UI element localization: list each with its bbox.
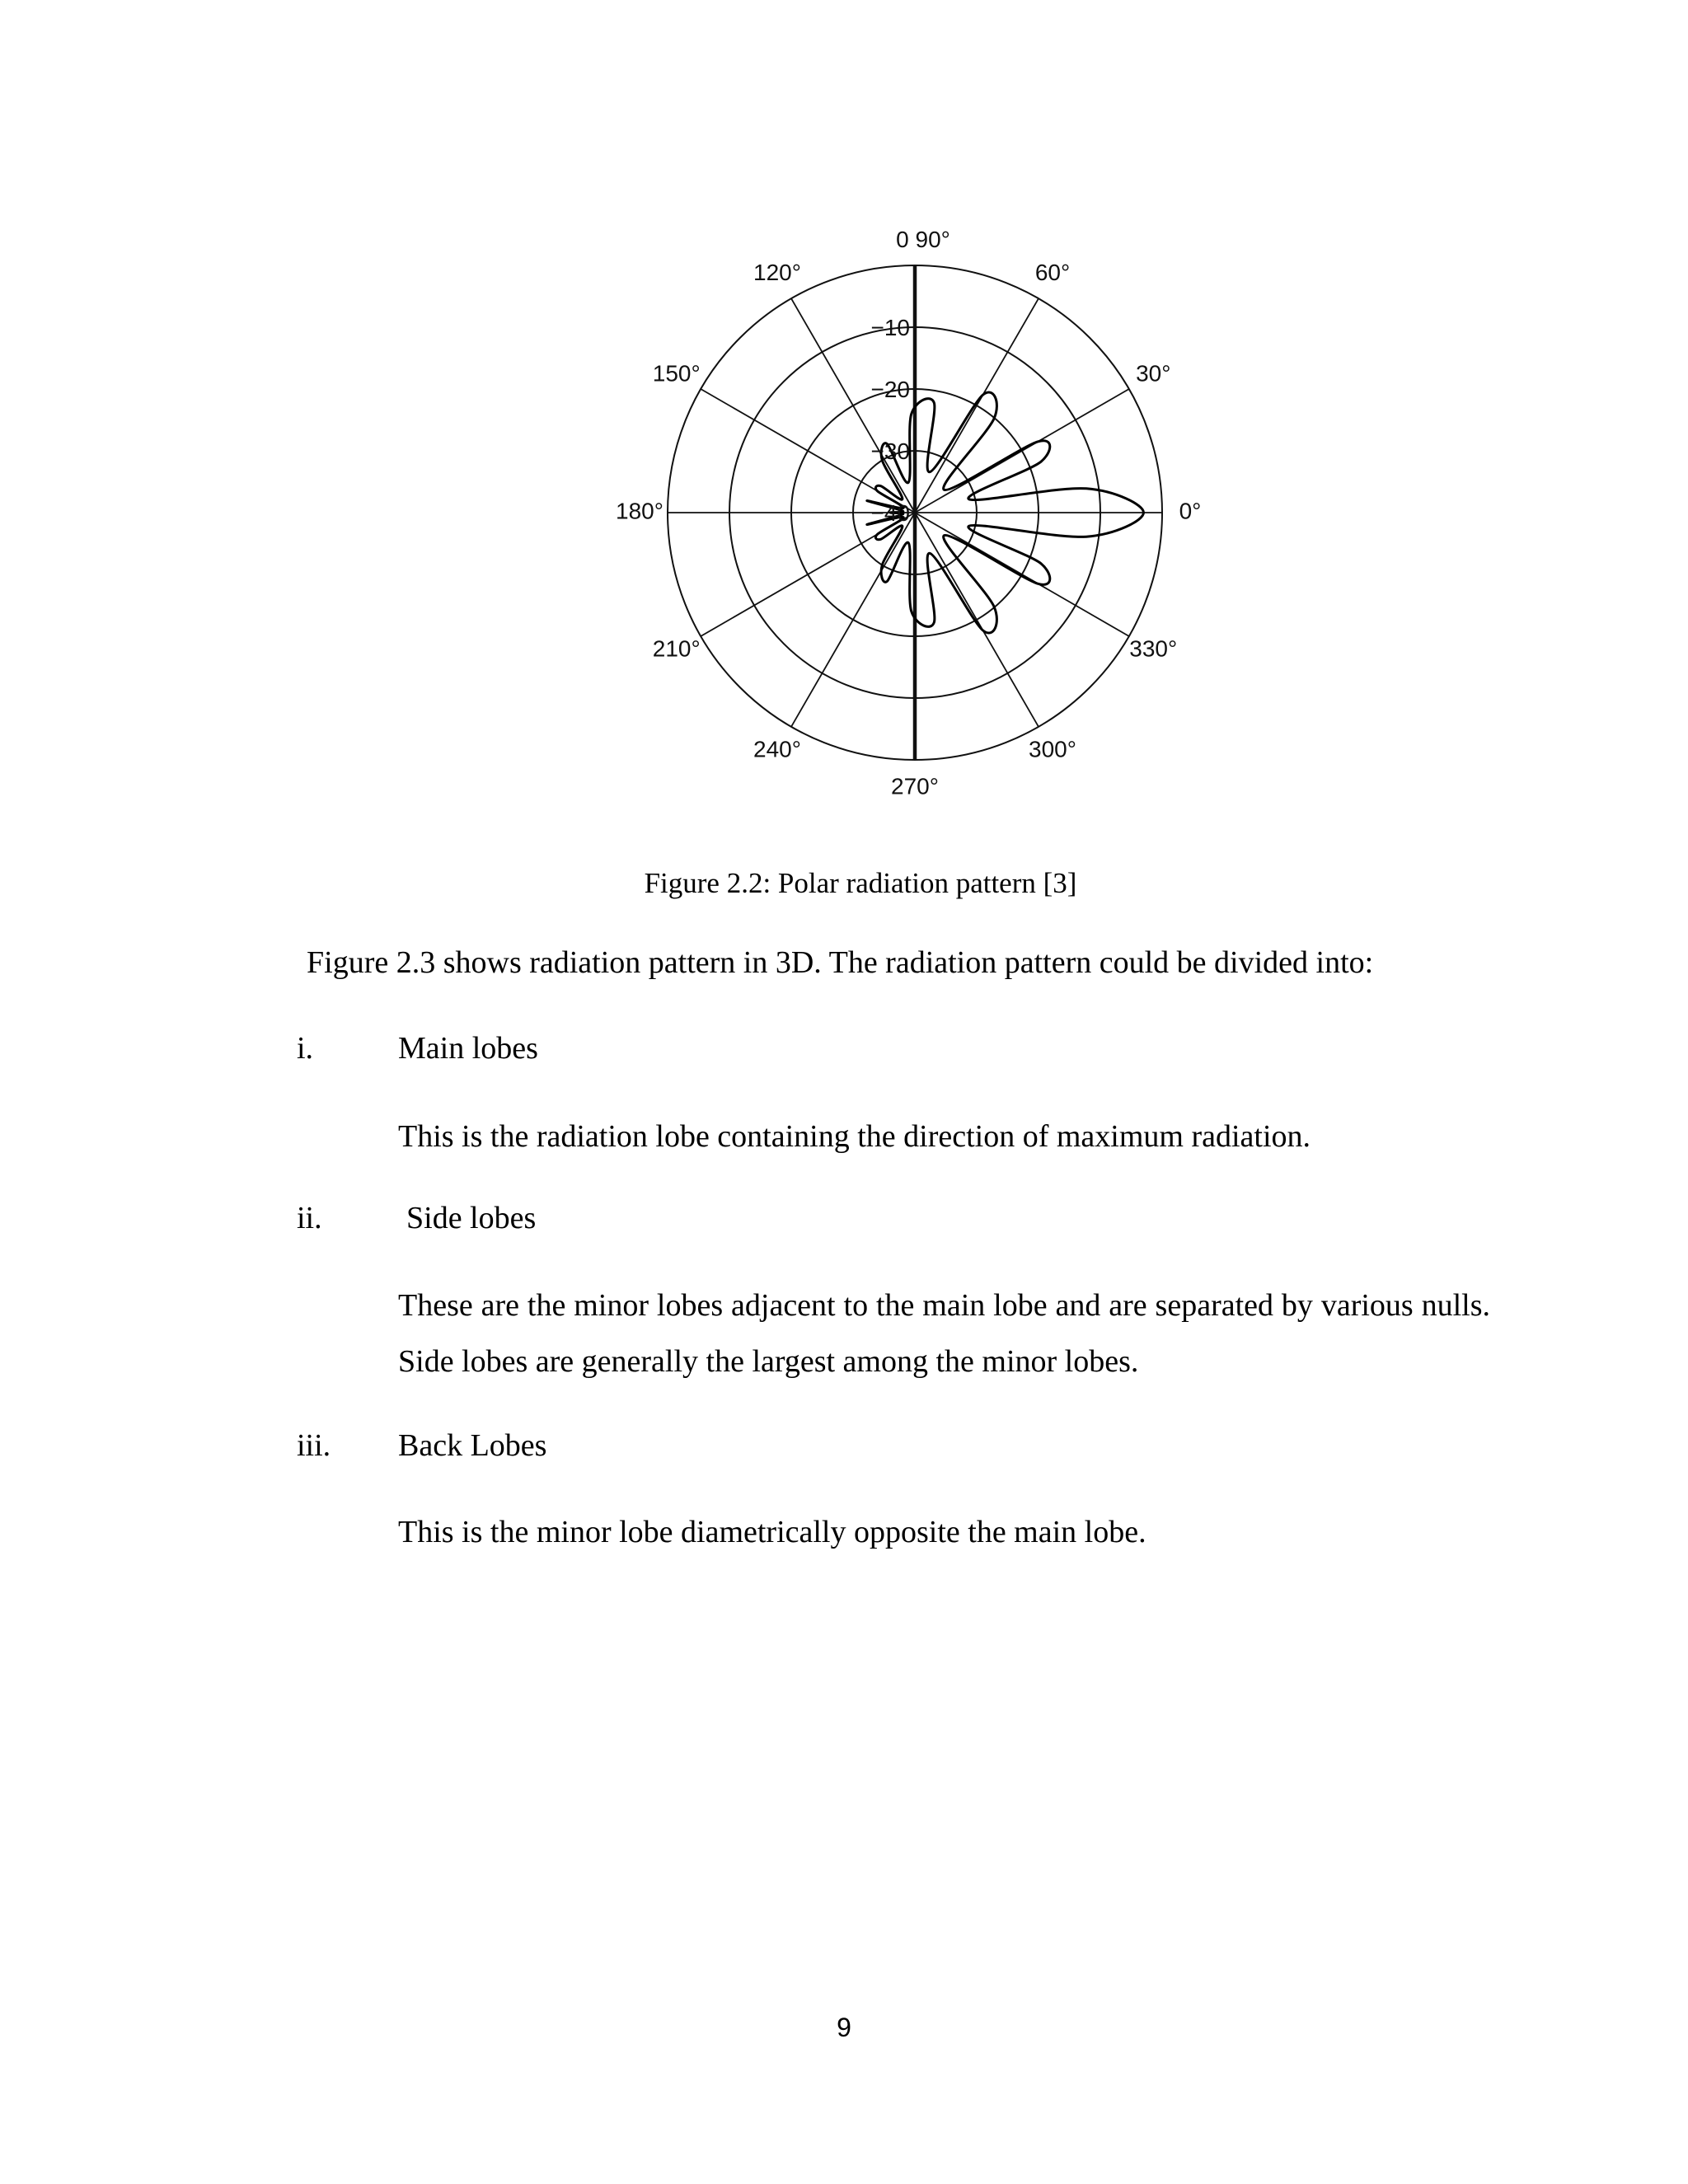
angle-label-300: 300° — [1029, 736, 1076, 762]
item-title-back-lobes: Back Lobes — [398, 1428, 547, 1463]
item-description-side-lobes: These are the minor lobes adjacent to the main lobe and are separated by various nulls. Side lobes are generally the largest among the minor lobes. — [398, 1288, 1490, 1379]
radial-label-3: −30 — [870, 438, 910, 464]
radial-label-2: −20 — [870, 377, 910, 402]
item-title-main-lobes: Main lobes — [398, 1031, 538, 1066]
angle-label-90: 0 90° — [896, 227, 950, 252]
list-marker-3: iii. — [297, 1428, 331, 1463]
angle-label-330: 330° — [1129, 635, 1178, 662]
figure-caption: Figure 2.2: Polar radiation pattern [3] — [644, 867, 1077, 899]
angle-label-210: 210° — [652, 635, 701, 662]
radial-label-4: −40 — [870, 500, 910, 526]
grid-spoke-240 — [791, 513, 915, 727]
angle-label-180: 180° — [616, 498, 663, 524]
angle-label-270: 270° — [891, 773, 939, 799]
angle-label-150: 150° — [652, 360, 701, 387]
list-marker-1: i. — [297, 1031, 314, 1066]
radial-label-1: −10 — [870, 315, 910, 340]
angle-label-60: 60° — [1034, 260, 1071, 286]
polar-grid — [668, 265, 1162, 760]
item-title-side-lobes: Side lobes — [406, 1201, 537, 1235]
polar-radiation-chart — [593, 214, 1220, 824]
angle-label-240: 240° — [753, 736, 801, 762]
list-marker-2: ii. — [297, 1201, 322, 1235]
intro-paragraph: Figure 2.3 shows radiation pattern in 3D. The radiation pattern could be divided into: — [307, 945, 1374, 980]
item-description-main-lobes: This is the radiation lobe containing the direction of maximum radiation. — [398, 1119, 1311, 1154]
angle-label-30: 30° — [1136, 360, 1171, 387]
angle-label-120: 120° — [753, 260, 801, 286]
page-number: 9 — [837, 2013, 851, 2042]
angle-label-0: 0° — [1179, 498, 1202, 524]
item-description-back-lobes: This is the minor lobe diametrically opposite the main lobe. — [398, 1515, 1146, 1549]
